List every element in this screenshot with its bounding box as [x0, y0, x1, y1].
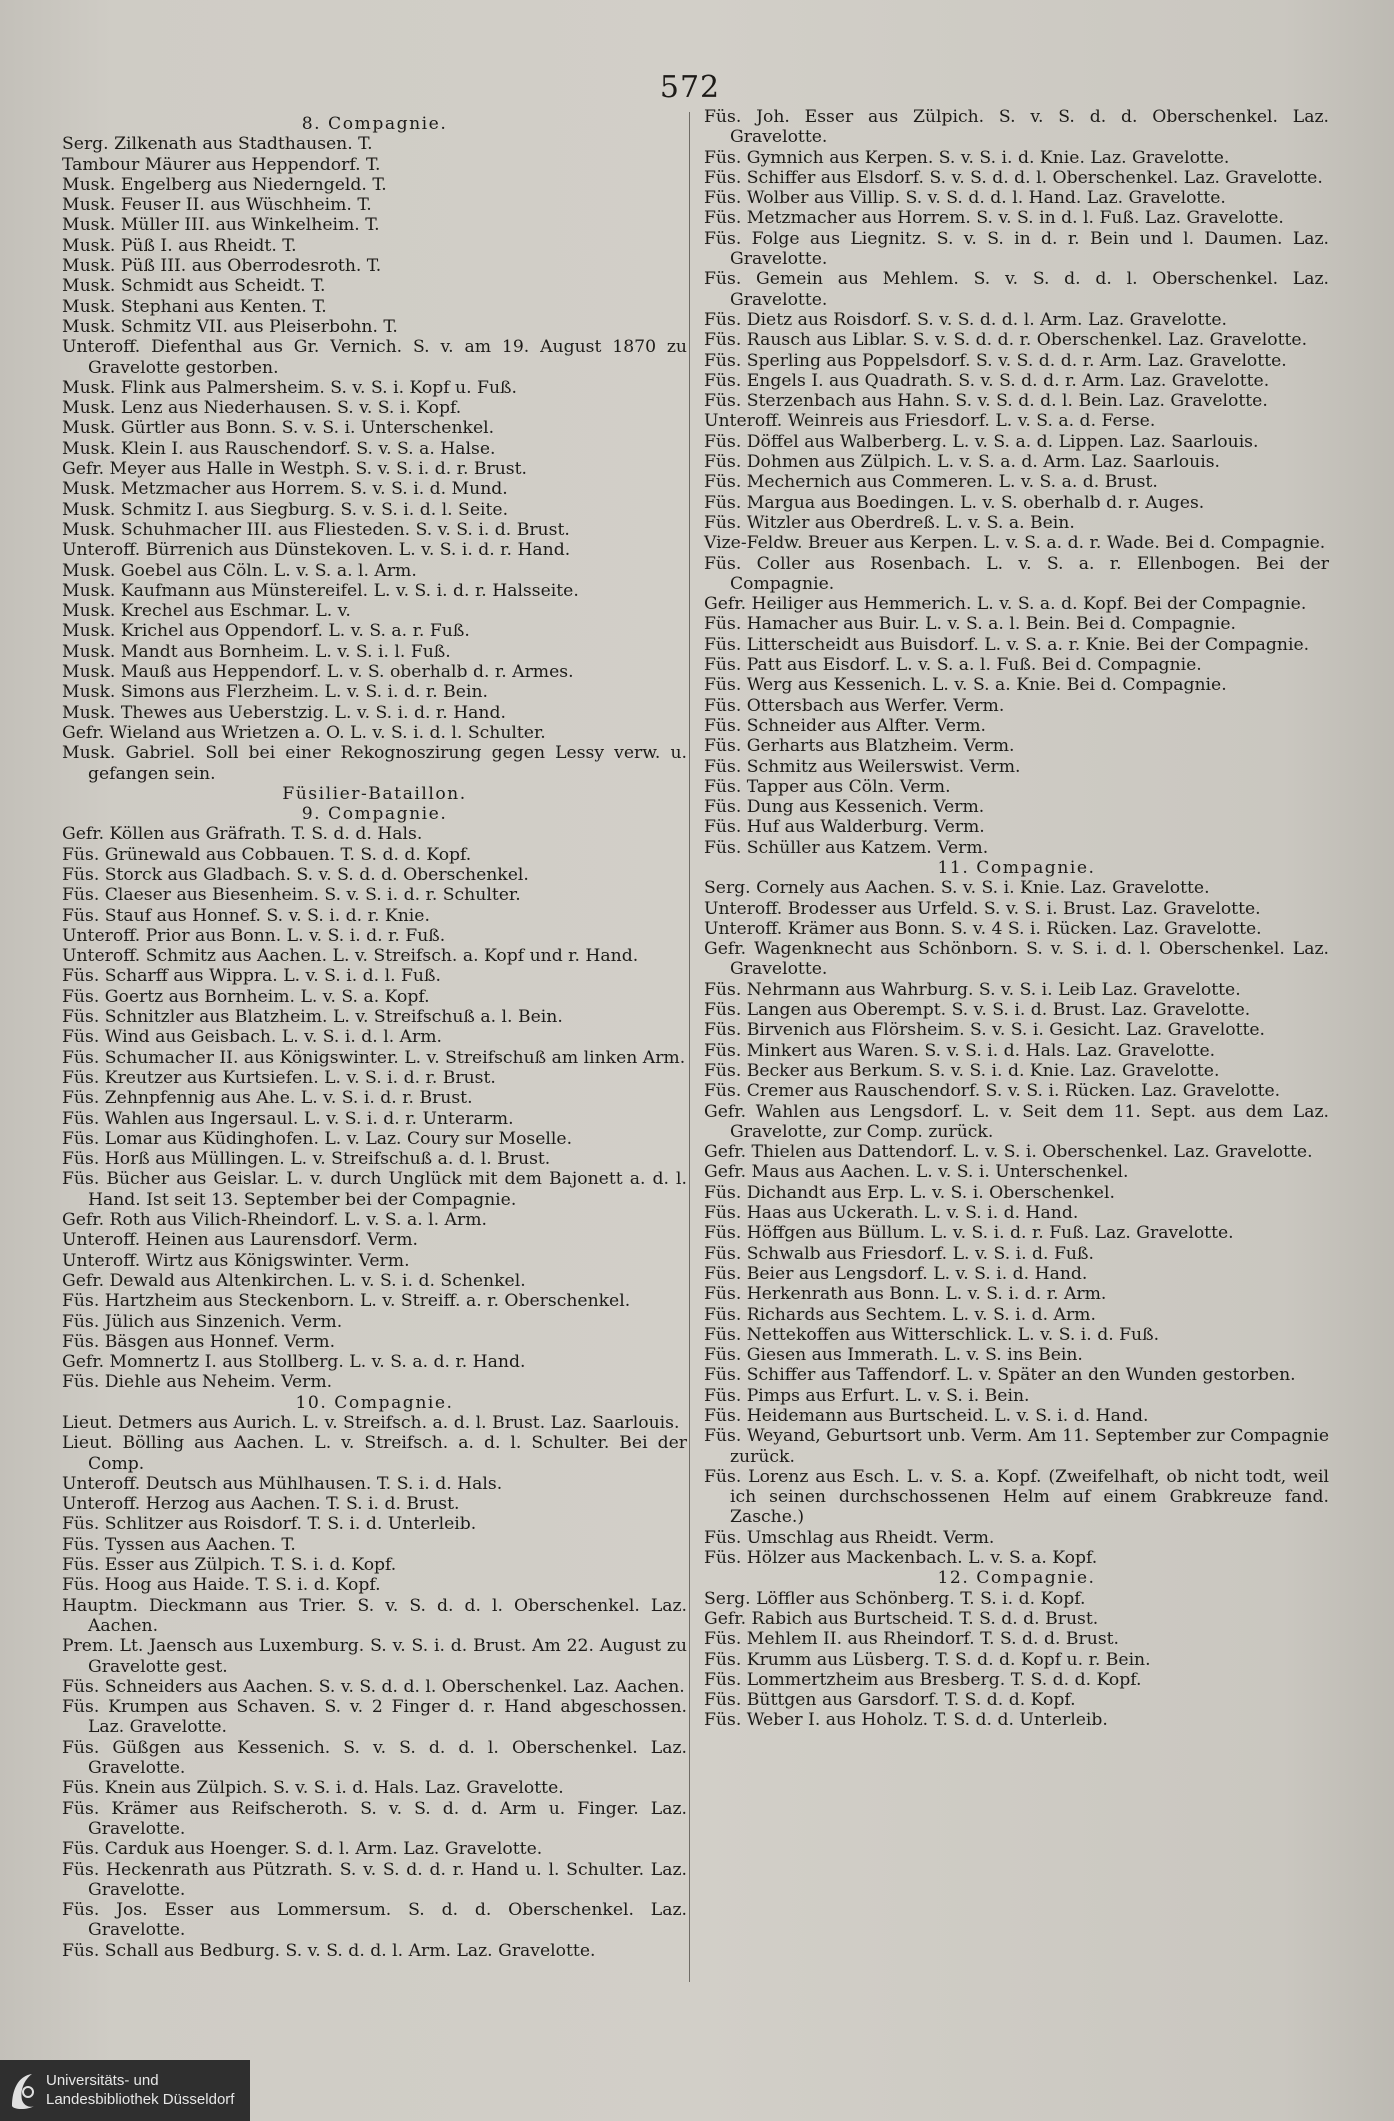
casualty-entry: Füs. Mechernich aus Commeren. L. v. S. a. d. Brust. — [704, 472, 1158, 493]
casualty-entry: Gefr. Wagenknecht aus Schönborn. S. v. S. i. d. l. Oberschenkel. Laz. Gravelotte. — [704, 939, 1329, 980]
casualty-entry: Füs. Storck aus Gladbach. S. v. S. d. d. Oberschenkel. — [62, 864, 529, 885]
casualty-entry: Gefr. Maus aus Aachen. L. v. S. i. Unterschenkel. — [704, 1162, 1129, 1183]
casualty-entry: Füs. Richards aus Sechtem. L. v. S. i. d. Arm. — [704, 1304, 1096, 1325]
casualty-entry: Füs. Metzmacher aus Horrem. S. v. S. in d. l. Fuß. Laz. Gravelotte. — [704, 208, 1284, 229]
casualty-entry: Füs. Büttgen aus Garsdorf. T. S. d. d. Kopf. — [704, 1690, 1076, 1711]
casualty-entry: Füs. Grünewald aus Cobbauen. T. S. d. d. Kopf. — [62, 844, 472, 865]
casualty-entry: Füs. Witzler aus Oberdreß. L. v. S. a. Bein. — [704, 512, 1075, 533]
casualty-entry: Füs. Jülich aus Sinzenich. Verm. — [62, 1311, 343, 1332]
casualty-entry: Musk. Simons aus Flerzheim. L. v. S. i. d. r. Bein. — [62, 682, 488, 703]
section-heading: 9. Compagnie. — [301, 804, 448, 825]
casualty-entry: Musk. Stephani aus Kenten. T. — [62, 296, 327, 317]
casualty-entry: Füs. Jos. Esser aus Lommersum. S. d. d. Oberschenkel. Laz. Gravelotte. — [62, 1900, 687, 1941]
casualty-entry: Füs. Weyand, Geburtsort unb. Verm. Am 11. September zur Compagnie zurück. — [704, 1426, 1329, 1467]
casualty-entry: Füs. Dohmen aus Zülpich. L. v. S. a. d. Arm. Laz. Saarlouis. — [704, 452, 1220, 473]
library-footer — [0, 2060, 250, 2121]
casualty-entry: Füs. Langen aus Oberempt. S. v. S. i. d. Brust. Laz. Gravelotte. — [704, 1000, 1251, 1021]
casualty-entry: Füs. Minkert aus Waren. S. v. S. i. d. Hals. Laz. Gravelotte. — [704, 1040, 1216, 1061]
casualty-entry: Füs. Schlitzer aus Roisdorf. T. S. i. d. Unterleib. — [62, 1514, 477, 1535]
page-number: 572 — [659, 70, 721, 105]
casualty-entry: Musk. Feuser II. aus Wüschheim. T. — [62, 195, 372, 216]
casualty-entry: Füs. Patt aus Eisdorf. L. v. S. a. l. Fuß. Bei d. Compagnie. — [704, 655, 1202, 676]
column-divider — [689, 112, 690, 1982]
casualty-entry: Füs. Schiffer aus Taffendorf. L. v. Später an den Wunden gestorben. — [704, 1365, 1296, 1386]
casualty-entry: Füs. Mehlem II. aus Rheindorf. T. S. d. d. Brust. — [704, 1629, 1120, 1650]
casualty-entry: Musk. Püß I. aus Rheidt. T. — [62, 235, 297, 256]
casualty-entry: Füs. Litterscheidt aus Buisdorf. L. v. S. a. r. Knie. Bei der Compagnie. — [704, 634, 1310, 655]
casualty-entry: Musk. Goebel aus Cöln. L. v. S. a. l. Arm. — [62, 560, 417, 581]
casualty-entry: Füs. Carduk aus Hoenger. S. d. l. Arm. Laz. Gravelotte. — [62, 1839, 543, 1860]
casualty-entry: Füs. Umschlag aus Rheidt. Verm. — [704, 1527, 995, 1548]
footer-line-1: Universitäts- und — [46, 2072, 159, 2089]
casualty-entry: Serg. Löffler aus Schönberg. T. S. i. d. Kopf. — [704, 1588, 1086, 1609]
casualty-entry: Füs. Becker aus Berkum. S. v. S. i. d. Knie. Laz. Gravelotte. — [704, 1060, 1220, 1081]
casualty-entry: Serg. Zilkenath aus Stadthausen. T. — [62, 134, 373, 155]
casualty-entry: Füs. Höffgen aus Büllum. L. v. S. i. d. r. Fuß. Laz. Gravelotte. — [704, 1223, 1234, 1244]
casualty-entry: Füs. Krämer aus Reifscheroth. S. v. S. d. d. Arm u. Finger. Laz. Gravelotte. — [62, 1798, 687, 1839]
casualty-entry: Unteroff. Herzog aus Aachen. T. S. i. d. Brust. — [62, 1494, 460, 1515]
casualty-entry: Füs. Goertz aus Bornheim. L. v. S. a. Kopf. — [62, 986, 430, 1007]
casualty-entry: Füs. Dung aus Kessenich. Verm. — [704, 797, 985, 818]
casualty-entry: Füs. Lorenz aus Esch. L. v. S. a. Kopf. (Zweifelhaft, ob nicht todt, weil ich seinen durchschossenen Helm auf einem Grabkreuze fand. Zasche.) — [704, 1466, 1329, 1528]
casualty-entry: Füs. Hoog aus Haide. T. S. i. d. Kopf. — [62, 1575, 381, 1596]
casualty-entry: Füs. Schmitz aus Weilerswist. Verm. — [704, 756, 1021, 777]
casualty-entry: Füs. Schumacher II. aus Königswinter. L. v. Streifschuß am linken Arm. — [62, 1047, 686, 1068]
casualty-entry: Füs. Hölzer aus Mackenbach. L. v. S. a. Kopf. — [704, 1548, 1098, 1569]
casualty-entry: Füs. Bäsgen aus Honnef. Verm. — [62, 1331, 336, 1352]
casualty-entry: Füs. Stauf aus Honnef. S. v. S. i. d. r. Knie. — [62, 905, 430, 926]
casualty-entry: Hauptm. Dieckmann aus Trier. S. v. S. d. d. l. Oberschenkel. Laz. Aachen. — [62, 1595, 687, 1636]
casualty-entry: Unteroff. Schmitz aus Aachen. L. v. Streifsch. a. Kopf und r. Hand. — [62, 946, 639, 967]
casualty-entry: Füs. Rausch aus Liblar. S. v. S. d. d. r. Oberschenkel. Laz. Gravelotte. — [704, 330, 1308, 351]
casualty-entry: Füs. Krumm aus Lüsberg. T. S. d. d. Kopf u. r. Bein. — [704, 1649, 1151, 1670]
casualty-entry: Füs. Gerharts aus Blatzheim. Verm. — [704, 736, 1015, 757]
right-column — [704, 107, 1329, 1731]
section-heading: 12. Compagnie. — [937, 1568, 1096, 1589]
casualty-entry: Füs. Werg aus Kessenich. L. v. S. a. Knie. Bei d. Compagnie. — [704, 675, 1227, 696]
casualty-entry: Füs. Gemein aus Mehlem. S. v. S. d. d. l. Oberschenkel. Laz. Gravelotte. — [704, 269, 1329, 310]
casualty-entry: Unteroff. Deutsch aus Mühlhausen. T. S. i. d. Hals. — [62, 1473, 503, 1494]
casualty-entry: Füs. Schneider aus Alfter. Verm. — [704, 715, 986, 736]
casualty-entry: Füs. Zehnpfennig aus Ahe. L. v. S. i. d. r. Brust. — [62, 1088, 473, 1109]
casualty-entry: Gefr. Rabich aus Burtscheid. T. S. d. d. Brust. — [704, 1608, 1099, 1629]
casualty-entry: Füs. Schneiders aus Aachen. S. v. S. d. d. l. Oberschenkel. Laz. Aachen. — [62, 1676, 685, 1697]
casualty-entry: Musk. Lenz aus Niederhausen. S. v. S. i. Kopf. — [62, 398, 462, 419]
casualty-entry: Serg. Cornely aus Aachen. S. v. S. i. Knie. Laz. Gravelotte. — [704, 878, 1210, 899]
casualty-entry: Unteroff. Brodesser aus Urfeld. S. v. S. i. Brust. Laz. Gravelotte. — [704, 898, 1261, 919]
casualty-entry: Füs. Esser aus Zülpich. T. S. i. d. Kopf. — [62, 1555, 397, 1576]
casualty-entry: Füs. Sperling aus Poppelsdorf. S. v. S. d. d. r. Arm. Laz. Gravelotte. — [704, 350, 1287, 371]
casualty-entry: Füs. Krumpen aus Schaven. S. v. 2 Finger d. r. Hand abgeschossen. Laz. Gravelotte. — [62, 1697, 687, 1738]
casualty-entry: Musk. Schmitz I. aus Siegburg. S. v. S. i. d. l. Seite. — [62, 499, 509, 520]
casualty-entry: Füs. Nehrmann aus Wahrburg. S. v. S. i. Leib Laz. Gravelotte. — [704, 979, 1241, 1000]
casualty-entry: Füs. Wolber aus Villip. S. v. S. d. d. l. Hand. Laz. Gravelotte. — [704, 188, 1226, 209]
casualty-entry: Füs. Heidemann aus Burtscheid. L. v. S. i. d. Hand. — [704, 1406, 1149, 1426]
casualty-entry: Füs. Claeser aus Biesenheim. S. v. S. i. d. r. Schulter. — [62, 885, 521, 906]
casualty-entry: Musk. Püß III. aus Oberrodesroth. T. — [62, 256, 382, 277]
casualty-entry: Gefr. Wieland aus Wrietzen a. O. L. v. S. i. d. l. Schulter. — [62, 722, 546, 743]
footer-line-2: Landesbibliothek Düsseldorf — [46, 2091, 235, 2108]
casualty-entry: Füs. Sterzenbach aus Hahn. S. v. S. d. d. l. Bein. Laz. Gravelotte. — [704, 391, 1268, 412]
casualty-entry: Füs. Giesen aus Immerath. L. v. S. ins Bein. — [704, 1345, 1083, 1366]
casualty-entry: Füs. Schnitzler aus Blatzheim. L. v. Streifschuß a. l. Bein. — [62, 1007, 563, 1028]
library-logo-icon — [8, 2070, 38, 2110]
casualty-entry: Musk. Müller III. aus Winkelheim. T. — [62, 215, 380, 236]
casualty-entry: Gefr. Meyer aus Halle in Westph. S. v. S. i. d. r. Brust. — [62, 459, 527, 480]
casualty-entry: Musk. Schmidt aus Scheidt. T. — [62, 276, 326, 297]
casualty-entry: Musk. Kaufmann aus Münstereifel. L. v. S. i. d. r. Halsseite. — [62, 580, 579, 601]
casualty-entry: Musk. Schuhmacher III. aus Fliesteden. S. v. S. i. d. Brust. — [62, 519, 570, 540]
casualty-entry: Füs. Lomar aus Küdinghofen. L. v. Laz. Coury sur Moselle. — [62, 1128, 573, 1149]
casualty-entry: Füs. Kreutzer aus Kurtsiefen. L. v. S. i. d. r. Brust. — [62, 1067, 496, 1088]
casualty-entry: Füs. Wahlen aus Ingersaul. L. v. S. i. d. r. Unterarm. — [62, 1108, 514, 1129]
casualty-entry: Füs. Gymnich aus Kerpen. S. v. S. i. d. Knie. Laz. Gravelotte. — [704, 147, 1230, 168]
section-heading: 10. Compagnie. — [295, 1392, 454, 1413]
casualty-entry: Gefr. Roth aus Vilich-Rheindorf. L. v. S. a. l. Arm. — [62, 1210, 487, 1231]
casualty-entry: Füs. Dichandt aus Erp. L. v. S. i. Oberschenkel. — [704, 1182, 1115, 1203]
casualty-entry: Vize-Feldw. Breuer aus Kerpen. L. v. S. a. d. r. Wade. Bei d. Compagnie. — [704, 533, 1326, 554]
casualty-entry: Unteroff. Prior aus Bonn. L. v. S. i. d. r. Fuß. — [62, 925, 446, 946]
casualty-entry: Füs. Haas aus Uckerath. L. v. S. i. d. Hand. — [704, 1203, 1079, 1224]
casualty-entry: Füs. Dietz aus Roisdorf. S. v. S. d. d. l. Arm. Laz. Gravelotte. — [704, 309, 1227, 330]
casualty-entry: Füs. Wind aus Geisbach. L. v. S. i. d. l. Arm. — [62, 1027, 443, 1048]
casualty-entry: Füs. Margua aus Boedingen. L. v. S. oberhalb d. r. Auges. — [704, 492, 1205, 513]
casualty-entry: Füs. Schwalb aus Friesdorf. L. v. S. i. d. Fuß. — [704, 1243, 1094, 1264]
casualty-entry: Füs. Pimps aus Erfurt. L. v. S. i. Bein. — [704, 1385, 1030, 1406]
casualty-entry: Füs. Ottersbach aus Werfer. Verm. — [704, 695, 1005, 716]
casualty-entry: Musk. Flink aus Palmersheim. S. v. S. i. Kopf u. Fuß. — [62, 377, 517, 398]
casualty-entry: Musk. Mandt aus Bornheim. L. v. S. i. l. Fuß. — [62, 641, 451, 662]
casualty-entry: Musk. Klein I. aus Rauschendorf. S. v. S. a. Halse. — [62, 438, 496, 459]
casualty-entry: Unteroff. Heinen aus Laurensdorf. Verm. — [62, 1230, 418, 1251]
casualty-entry: Unteroff. Diefenthal aus Gr. Vernich. S. v. am 19. August 1870 zu Gravelotte gestorben. — [62, 337, 687, 378]
casualty-entry: Gefr. Wahlen aus Lengsdorf. L. v. Seit dem 11. Sept. aus dem Laz. Gravelotte, zur Comp. zurück. — [704, 1101, 1329, 1142]
casualty-entry: Füs. Coller aus Rosenbach. L. v. S. a. r. Ellenbogen. Bei der Compagnie. — [704, 553, 1329, 594]
casualty-entry: Füs. Schiffer aus Elsdorf. S. v. S. d. d. l. Oberschenkel. Laz. Gravelotte. — [704, 167, 1323, 188]
casualty-entry: Musk. Engelberg aus Niederngeld. T. — [62, 174, 387, 195]
casualty-entry: Füs. Horß aus Müllingen. L. v. Streifschuß a. d. l. Brust. — [62, 1149, 551, 1170]
casualty-entry: Füs. Beier aus Lengsdorf. L. v. S. i. d. Hand. — [704, 1263, 1088, 1284]
casualty-entry: Musk. Krichel aus Oppendorf. L. v. S. a. r. Fuß. — [62, 621, 470, 642]
casualty-entry: Gefr. Dewald aus Altenkirchen. L. v. S. i. d. Schenkel. — [62, 1270, 526, 1291]
casualty-entry: Füs. Huf aus Walderburg. Verm. — [704, 817, 985, 838]
casualty-entry: Füs. Tyssen aus Aachen. T. — [62, 1534, 296, 1555]
section-heading: Füsilier-Bataillon. — [282, 783, 467, 804]
casualty-entry: Lieut. Bölling aus Aachen. L. v. Streifsch. a. d. l. Schulter. Bei der Comp. — [62, 1433, 687, 1474]
casualty-entry: Gefr. Thielen aus Dattendorf. L. v. S. i. Oberschenkel. Laz. Gravelotte. — [704, 1142, 1313, 1163]
casualty-entry: Füs. Heckenrath aus Pützrath. S. v. S. d. d. r. Hand u. l. Schulter. Laz. Gravelotte. — [62, 1859, 687, 1900]
casualty-entry: Musk. Gürtler aus Bonn. S. v. S. i. Unterschenkel. — [62, 418, 495, 439]
casualty-entry: Musk. Schmitz VII. aus Pleiserbohn. T. — [62, 316, 398, 337]
casualty-entry: Musk. Krechel aus Eschmar. L. v. — [62, 601, 351, 622]
casualty-entry: Füs. Schall aus Bedburg. S. v. S. d. d. l. Arm. Laz. Gravelotte. — [62, 1940, 596, 1961]
casualty-entry: Unteroff. Weinreis aus Friesdorf. L. v. S. a. d. Ferse. — [704, 411, 1156, 432]
casualty-entry: Füs. Döffel aus Walberberg. L. v. S. a. d. Lippen. Laz. Saarlouis. — [704, 431, 1259, 452]
casualty-entry: Tambour Mäurer aus Heppendorf. T. — [62, 154, 381, 175]
casualty-entry: Gefr. Momnertz I. aus Stollberg. L. v. S. a. d. r. Hand. — [62, 1352, 526, 1373]
casualty-entry: Füs. Nettekoffen aus Witterschlick. L. v. S. i. d. Fuß. — [704, 1324, 1160, 1345]
casualty-entry: Füs. Engels I. aus Quadrath. S. v. S. d. d. r. Arm. Laz. Gravelotte. — [704, 370, 1270, 391]
casualty-entry: Füs. Hartzheim aus Steckenborn. L. v. Streiff. a. r. Oberschenkel. — [62, 1291, 631, 1312]
casualty-entry: Füs. Herkenrath aus Bonn. L. v. S. i. d. r. Arm. — [704, 1284, 1107, 1305]
casualty-entry: Unteroff. Wirtz aus Königswinter. Verm. — [62, 1250, 410, 1271]
casualty-entry: Füs. Tapper aus Cöln. Verm. — [704, 776, 951, 797]
casualty-entry: Füs. Diehle aus Neheim. Verm. — [62, 1372, 333, 1393]
casualty-entry: Unteroff. Bürrenich aus Dünstekoven. L. v. S. i. d. r. Hand. — [62, 540, 571, 561]
casualty-entry: Lieut. Detmers aus Aurich. L. v. Streifsch. a. d. l. Brust. Laz. Saarlouis. — [62, 1413, 680, 1433]
casualty-entry: Füs. Hamacher aus Buir. L. v. S. a. l. Bein. Bei d. Compagnie. — [704, 614, 1236, 635]
casualty-entry: Musk. Mauß aus Heppendorf. L. v. S. oberhalb d. r. Armes. — [62, 662, 574, 683]
casualty-entry: Füs. Güßgen aus Kessenich. S. v. S. d. d. l. Oberschenkel. Laz. Gravelotte. — [62, 1737, 687, 1779]
section-heading: 11. Compagnie. — [937, 857, 1096, 878]
casualty-entry: Musk. Metzmacher aus Horrem. S. v. S. i. d. Mund. — [62, 479, 508, 500]
casualty-entry: Musk. Gabriel. Soll bei einer Rekognoszirung gegen Lessy verw. u. gefangen sein. — [62, 743, 687, 784]
casualty-entry: Füs. Cremer aus Rauschendorf. S. v. S. i. Rücken. Laz. Gravelotte. — [704, 1081, 1281, 1102]
casualty-entry: Füs. Weber I. aus Hoholz. T. S. d. d. Unterleib. — [704, 1710, 1108, 1731]
casualty-entry: Füs. Knein aus Zülpich. S. v. S. i. d. Hals. Laz. Gravelotte. — [62, 1778, 564, 1799]
casualty-entry: Musk. Thewes aus Ueberstzig. L. v. S. i. d. r. Hand. — [62, 702, 506, 723]
casualty-entry: Gefr. Köllen aus Gräfrath. T. S. d. d. Hals. — [62, 824, 423, 845]
casualty-entry: Füs. Folge aus Liegnitz. S. v. S. in d. r. Bein und l. Daumen. Laz. Gravelotte. — [704, 228, 1329, 270]
casualty-entry: Füs. Bücher aus Geislar. L. v. durch Unglück mit dem Bajonett a. d. l. Hand. Ist seit 13. September bei der Compagnie. — [62, 1169, 687, 1210]
casualty-entry: Füs. Scharff aus Wippra. L. v. S. i. d. l. Fuß. — [62, 966, 441, 987]
casualty-entry: Füs. Lommertzheim aus Bresberg. T. S. d. d. Kopf. — [704, 1669, 1142, 1690]
casualty-entry: Füs. Birvenich aus Flörsheim. S. v. S. i. Gesicht. Laz. Gravelotte. — [704, 1020, 1266, 1041]
left-column — [62, 114, 687, 1961]
casualty-entry: Füs. Schüller aus Katzem. Verm. — [704, 837, 989, 858]
casualty-entry: Füs. Joh. Esser aus Zülpich. S. v. S. d. d. Oberschenkel. Laz. Gravelotte. — [704, 107, 1329, 148]
section-heading: 8. Compagnie. — [301, 114, 448, 134]
casualty-entry: Prem. Lt. Jaensch aus Luxemburg. S. v. S. i. d. Brust. Am 22. August zu Gravelotte gest. — [62, 1636, 687, 1677]
casualty-entry: Gefr. Heiliger aus Hemmerich. L. v. S. a. d. Kopf. Bei der Compagnie. — [704, 594, 1307, 615]
casualty-entry: Unteroff. Krämer aus Bonn. S. v. 4 S. i. Rücken. Laz. Gravelotte. — [704, 918, 1262, 939]
